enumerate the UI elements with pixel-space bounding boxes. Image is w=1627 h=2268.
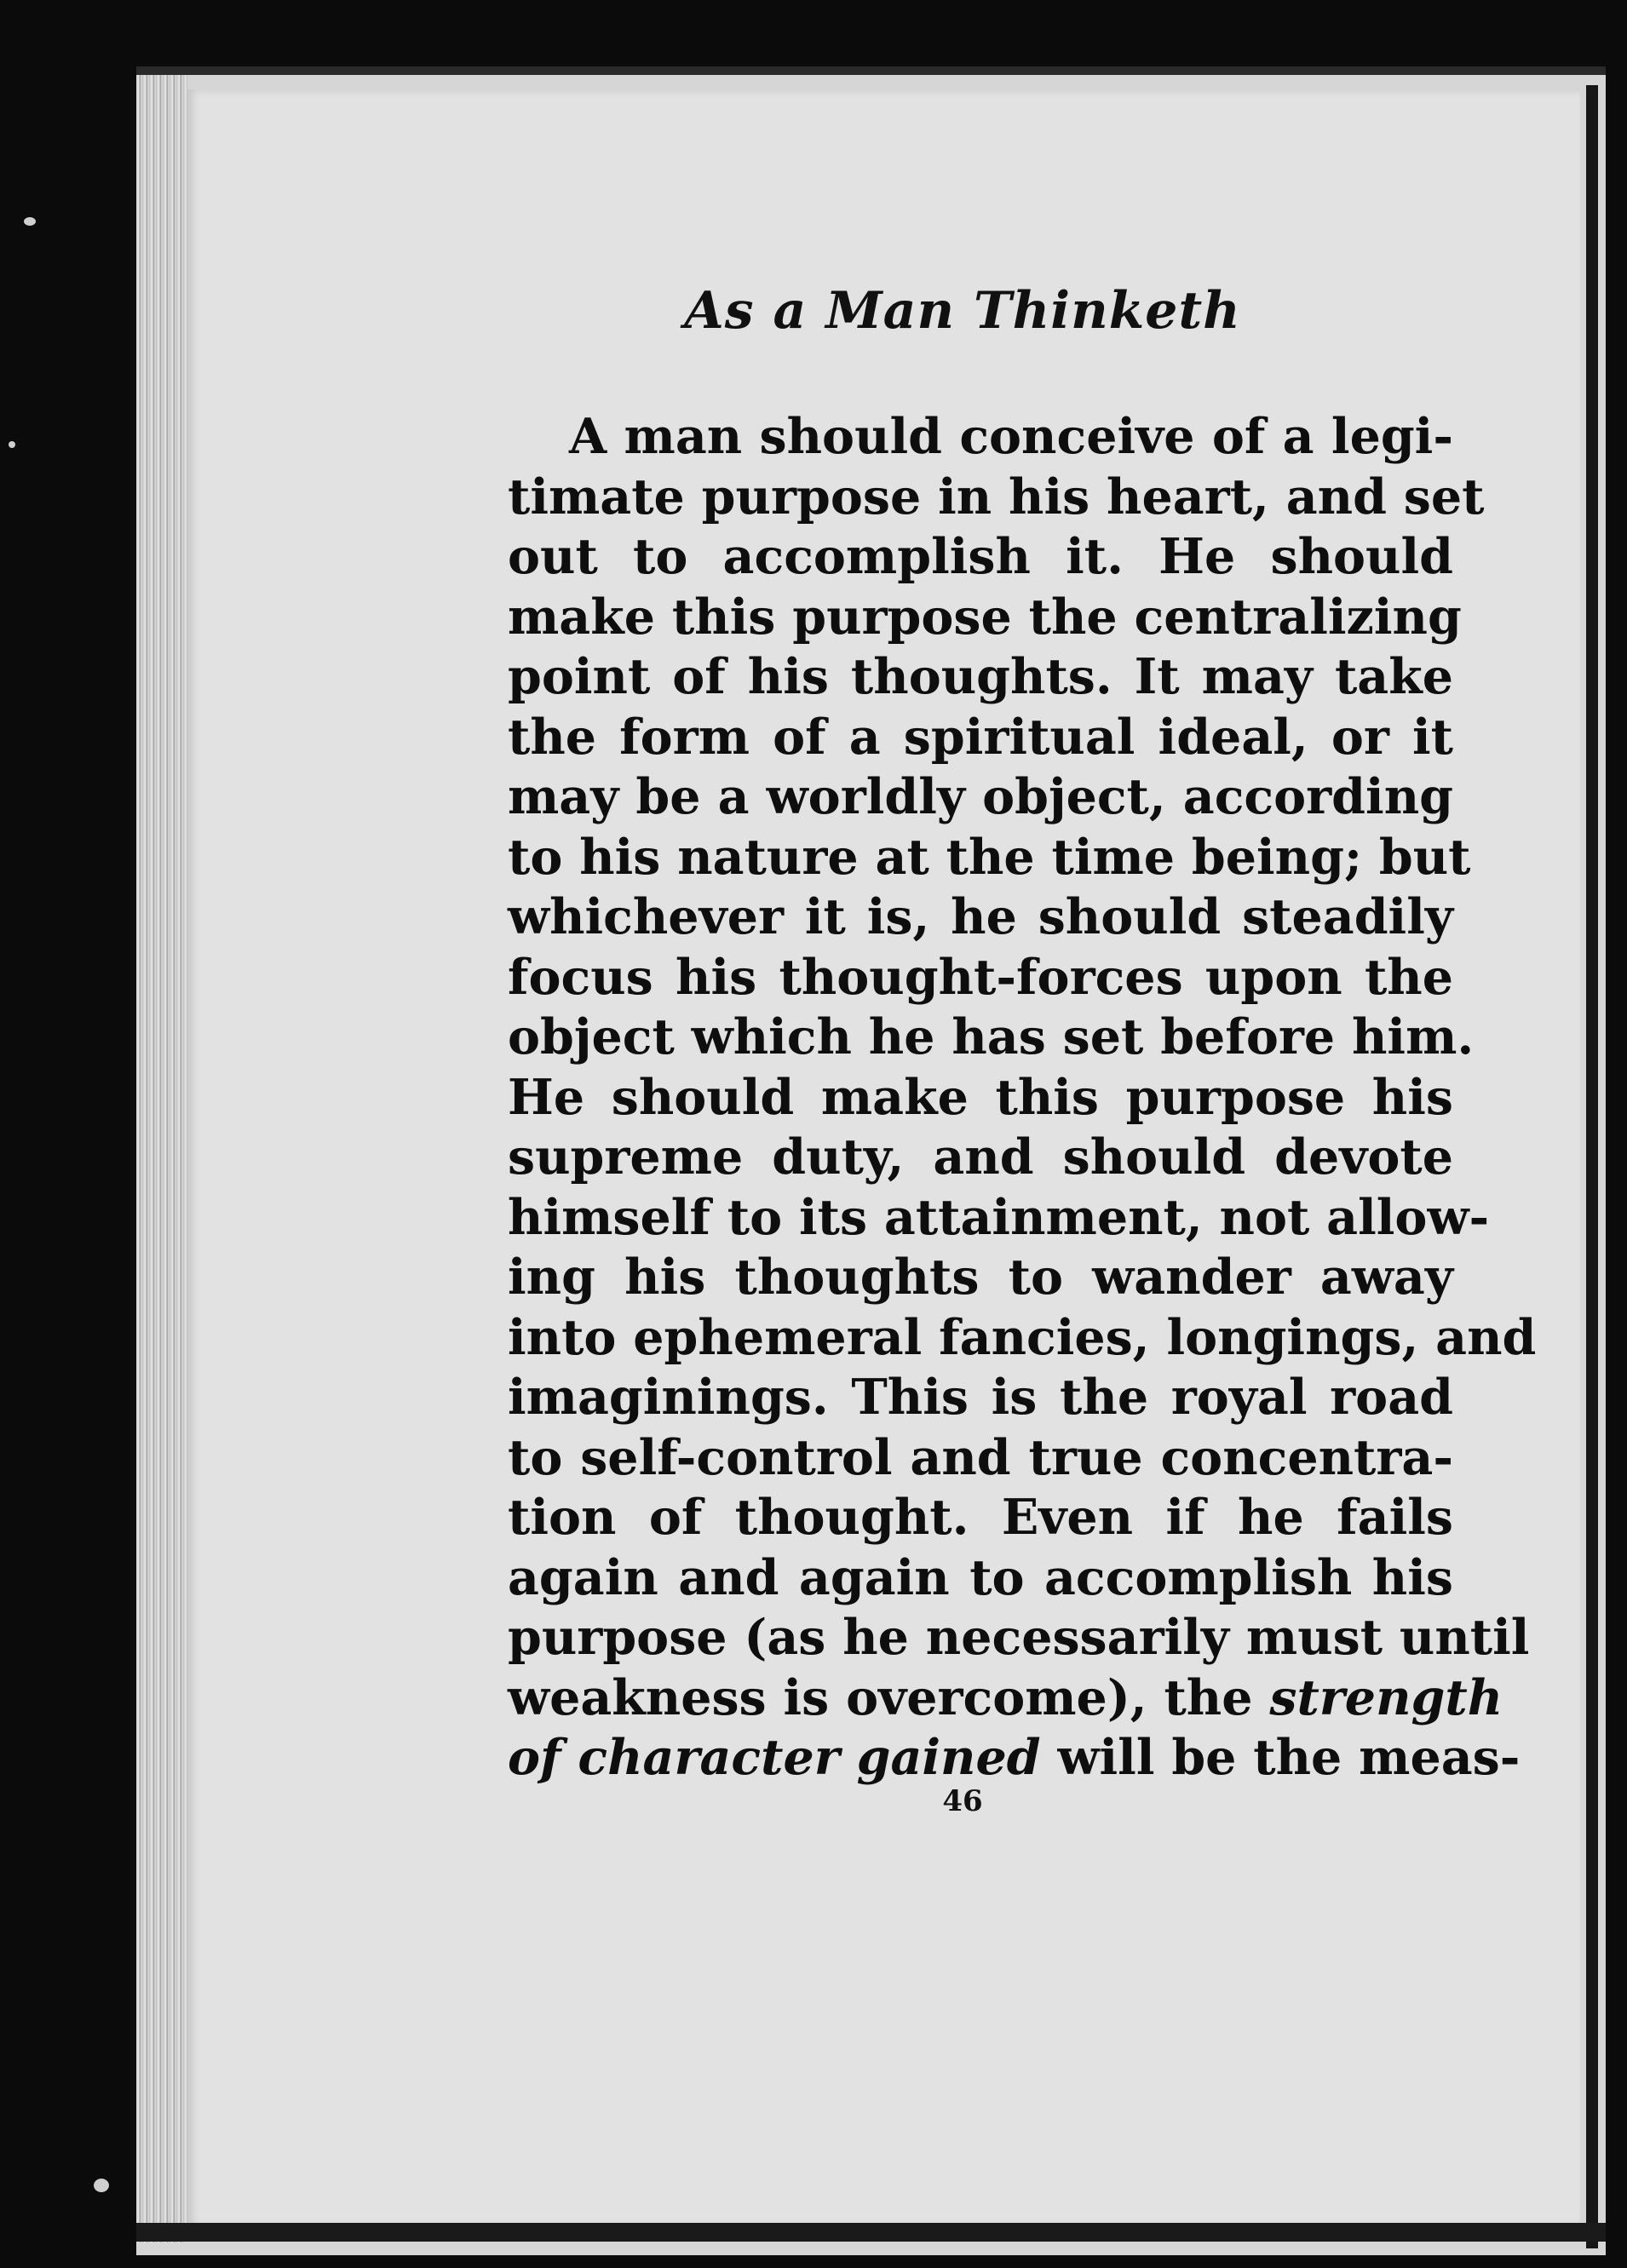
text-line: supreme duty, and should devote [508,1128,1453,1186]
text-line: timate purpose in his heart, and set [508,468,1485,525]
bottom-page-border [136,2223,1606,2242]
right-page-border [1586,85,1598,2248]
text-line: himself to its attainment, not allow- [508,1188,1490,1246]
text-line: to his nature at the time being; but [508,828,1471,886]
scan-speck [24,217,36,226]
text-run: weakness is overcome), the [508,1668,1270,1726]
text-line: point of his thoughts. It may take [508,648,1453,705]
text-line: focus his thought-forces upon the [508,948,1453,1006]
text-line: whichever it is, he should steadily [508,888,1453,945]
text-line: ing his thoughts to wander away [508,1249,1453,1306]
text-line [508,1728,1521,1789]
text-line: He should make this purpose his [508,1068,1453,1126]
scan-speck [94,2179,109,2192]
text-line: purpose (as he necessarily must until [508,1609,1530,1666]
text-line: to self-control and true concentra- [508,1428,1453,1486]
page-number: 46 [942,1784,983,1818]
text-line: again and again to accomplish his [508,1548,1453,1606]
text-line: may be a worldly object, according [508,768,1453,825]
text-run: will be the meas- [1040,1729,1521,1786]
text-line: object which he has set before him. [508,1008,1475,1065]
italic-emphasis: strength [1269,1668,1503,1726]
text-line: the form of a spiritual ideal, or it [508,708,1453,766]
text-line: into ephemeral fancies, longings, and [508,1308,1537,1366]
text-line: make this purpose the centralizing [508,588,1462,646]
text-line [508,1668,1503,1729]
body-paragraph [508,407,1537,1789]
text-line: tion of thought. Even if he fails [508,1489,1453,1546]
running-head: As a Man Thinketh [684,281,1241,341]
text-line: A man should conceive of a legi- [569,408,1453,465]
text-line: imaginings. This is the royal road [508,1369,1453,1426]
italic-emphasis: of character gained [508,1729,1041,1786]
text-line: out to accomplish it. He should [508,528,1453,585]
page-edges [136,75,187,2242]
scan-speck [9,441,15,448]
